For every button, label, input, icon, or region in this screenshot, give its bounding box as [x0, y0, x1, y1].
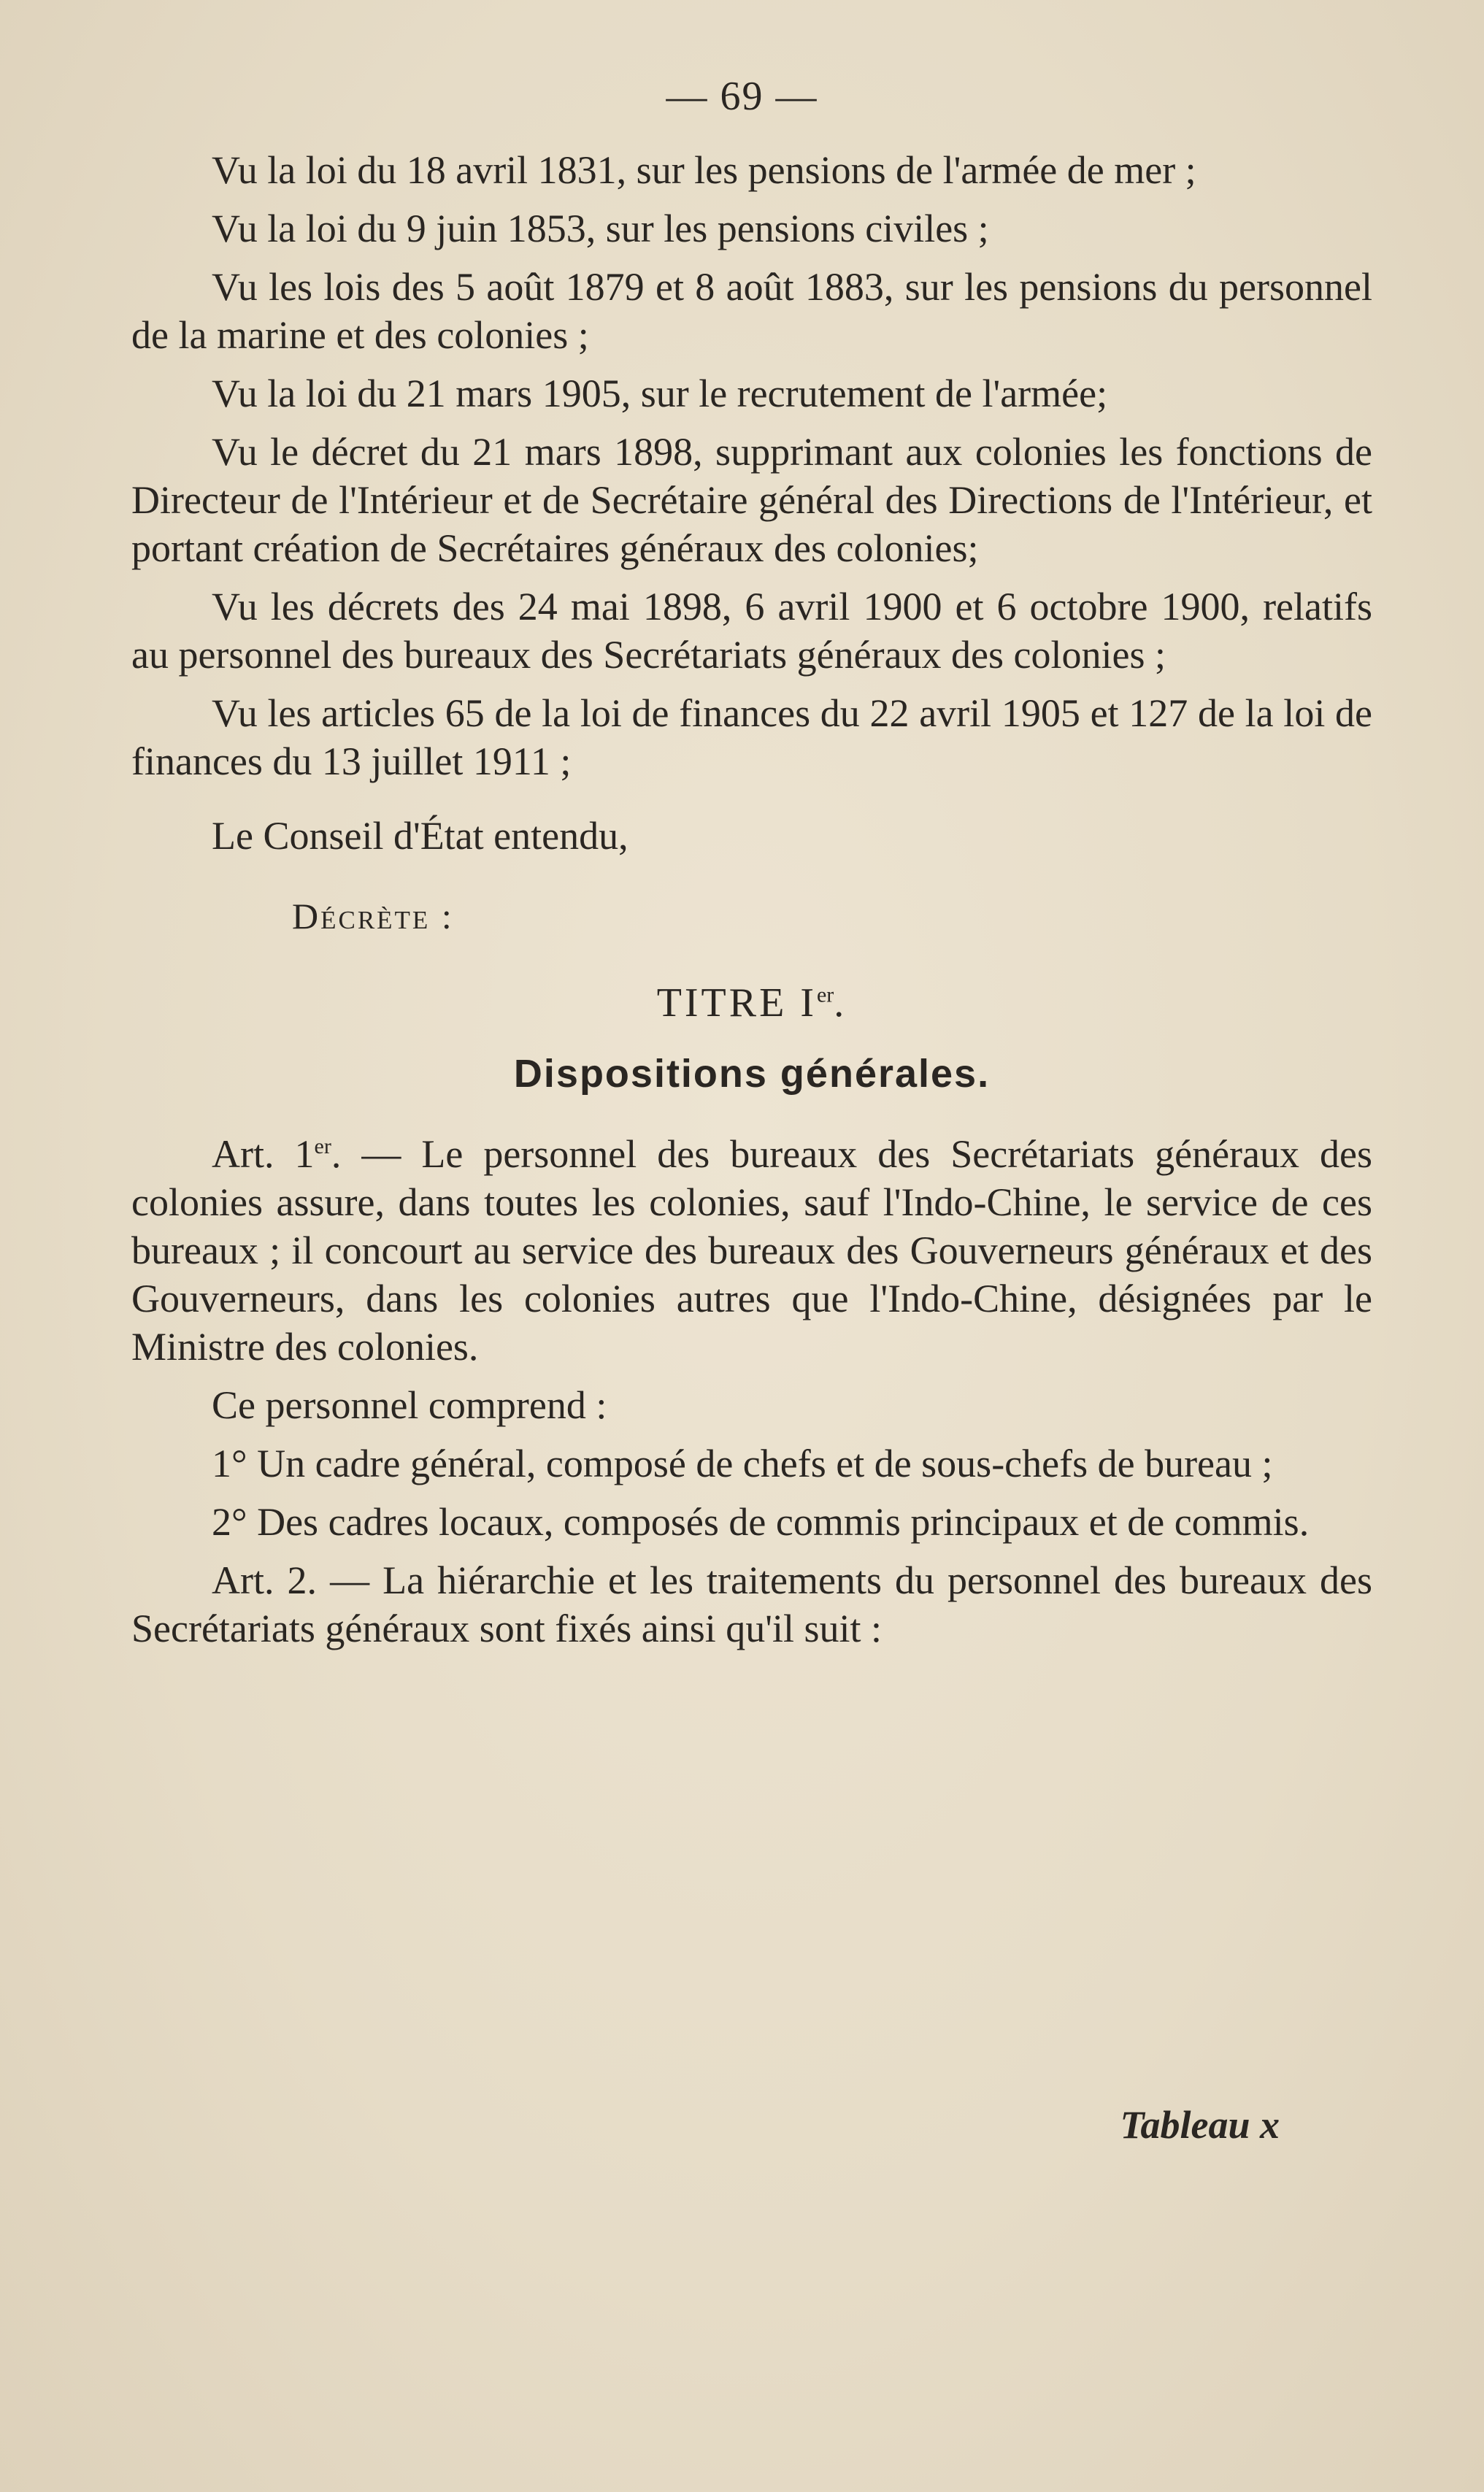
article-1: [131, 1123, 1372, 1371]
preamble-paragraph-4: Vu la loi du 21 mars 1905, sur le recrutement de l'armée;: [212, 372, 1108, 415]
preamble-paragraph-5: Vu le décret du 21 mars 1898, supprimant aux colonies les fonctions de Directeur de l'Intérieur et de Secrétaire général des Directions de l'Intérieur, et portant création de Secrétaires généraux des colonies;: [131, 430, 1372, 570]
preamble-paragraph-7: Vu les articles 65 de la loi de finances du 22 avril 1905 et 127 de la loi de finances du 13 juillet 1911 ;: [131, 691, 1372, 783]
article-1-text: . — Le personnel des bureaux des Secrétariats généraux des colonies assure, dans toutes les colonies, sauf l'Indo-Chine, le service de ces bureaux ; il concourt au service des bureaux des Gouverneurs généraux et des Gouverneurs, dans les colonies autres que l'Indo-Chine, désignées par le Ministre des colonies.: [131, 1132, 1373, 1369]
preamble-paragraph-3: Vu les lois des 5 août 1879 et 8 août 1883, sur les pensions du personnel de la marine et des colonies ;: [131, 265, 1372, 357]
article-1-prefix-sup: er: [314, 1134, 331, 1158]
preamble-paragraph-2: Vu la loi du 9 juin 1853, sur les pensions civiles ;: [212, 207, 989, 250]
composition-item-2: 2° Des cadres locaux, composés de commis principaux et de commis.: [212, 1500, 1310, 1544]
titre-heading: [131, 980, 1372, 1026]
composition-intro: Ce personnel comprend :: [212, 1383, 607, 1427]
decrete-heading: Décrète :: [292, 896, 454, 937]
article-2: Art. 2. — La hiérarchie et les traitements du personnel des bureaux des Secrétariats généraux sont fixés ainsi qu'il suit :: [131, 1558, 1372, 1650]
preamble-paragraph-6: Vu les décrets des 24 mai 1898, 6 avril 1900 et 6 octobre 1900, relatifs au personnel des bureaux des Secrétariats généraux des colonies ;: [131, 585, 1372, 677]
section-heading: Dispositions générales.: [513, 1052, 991, 1096]
titre-label: TITRE I: [656, 980, 817, 1026]
document-body: [131, 146, 1372, 1653]
titre-dot: .: [834, 980, 847, 1026]
conseil-etat-line: Le Conseil d'État entendu,: [212, 814, 628, 858]
preamble-paragraph-1: Vu la loi du 18 avril 1831, sur les pensions de l'armée de mer ;: [212, 148, 1196, 192]
catchword: Tableau x: [1120, 2103, 1280, 2147]
composition-item-1: 1° Un cadre général, composé de chefs et de sous-chefs de bureau ;: [212, 1442, 1273, 1485]
page-number: — 69 —: [666, 74, 818, 119]
titre-suffix: er: [816, 982, 834, 1007]
article-1-prefix: Art. 1: [212, 1132, 315, 1176]
